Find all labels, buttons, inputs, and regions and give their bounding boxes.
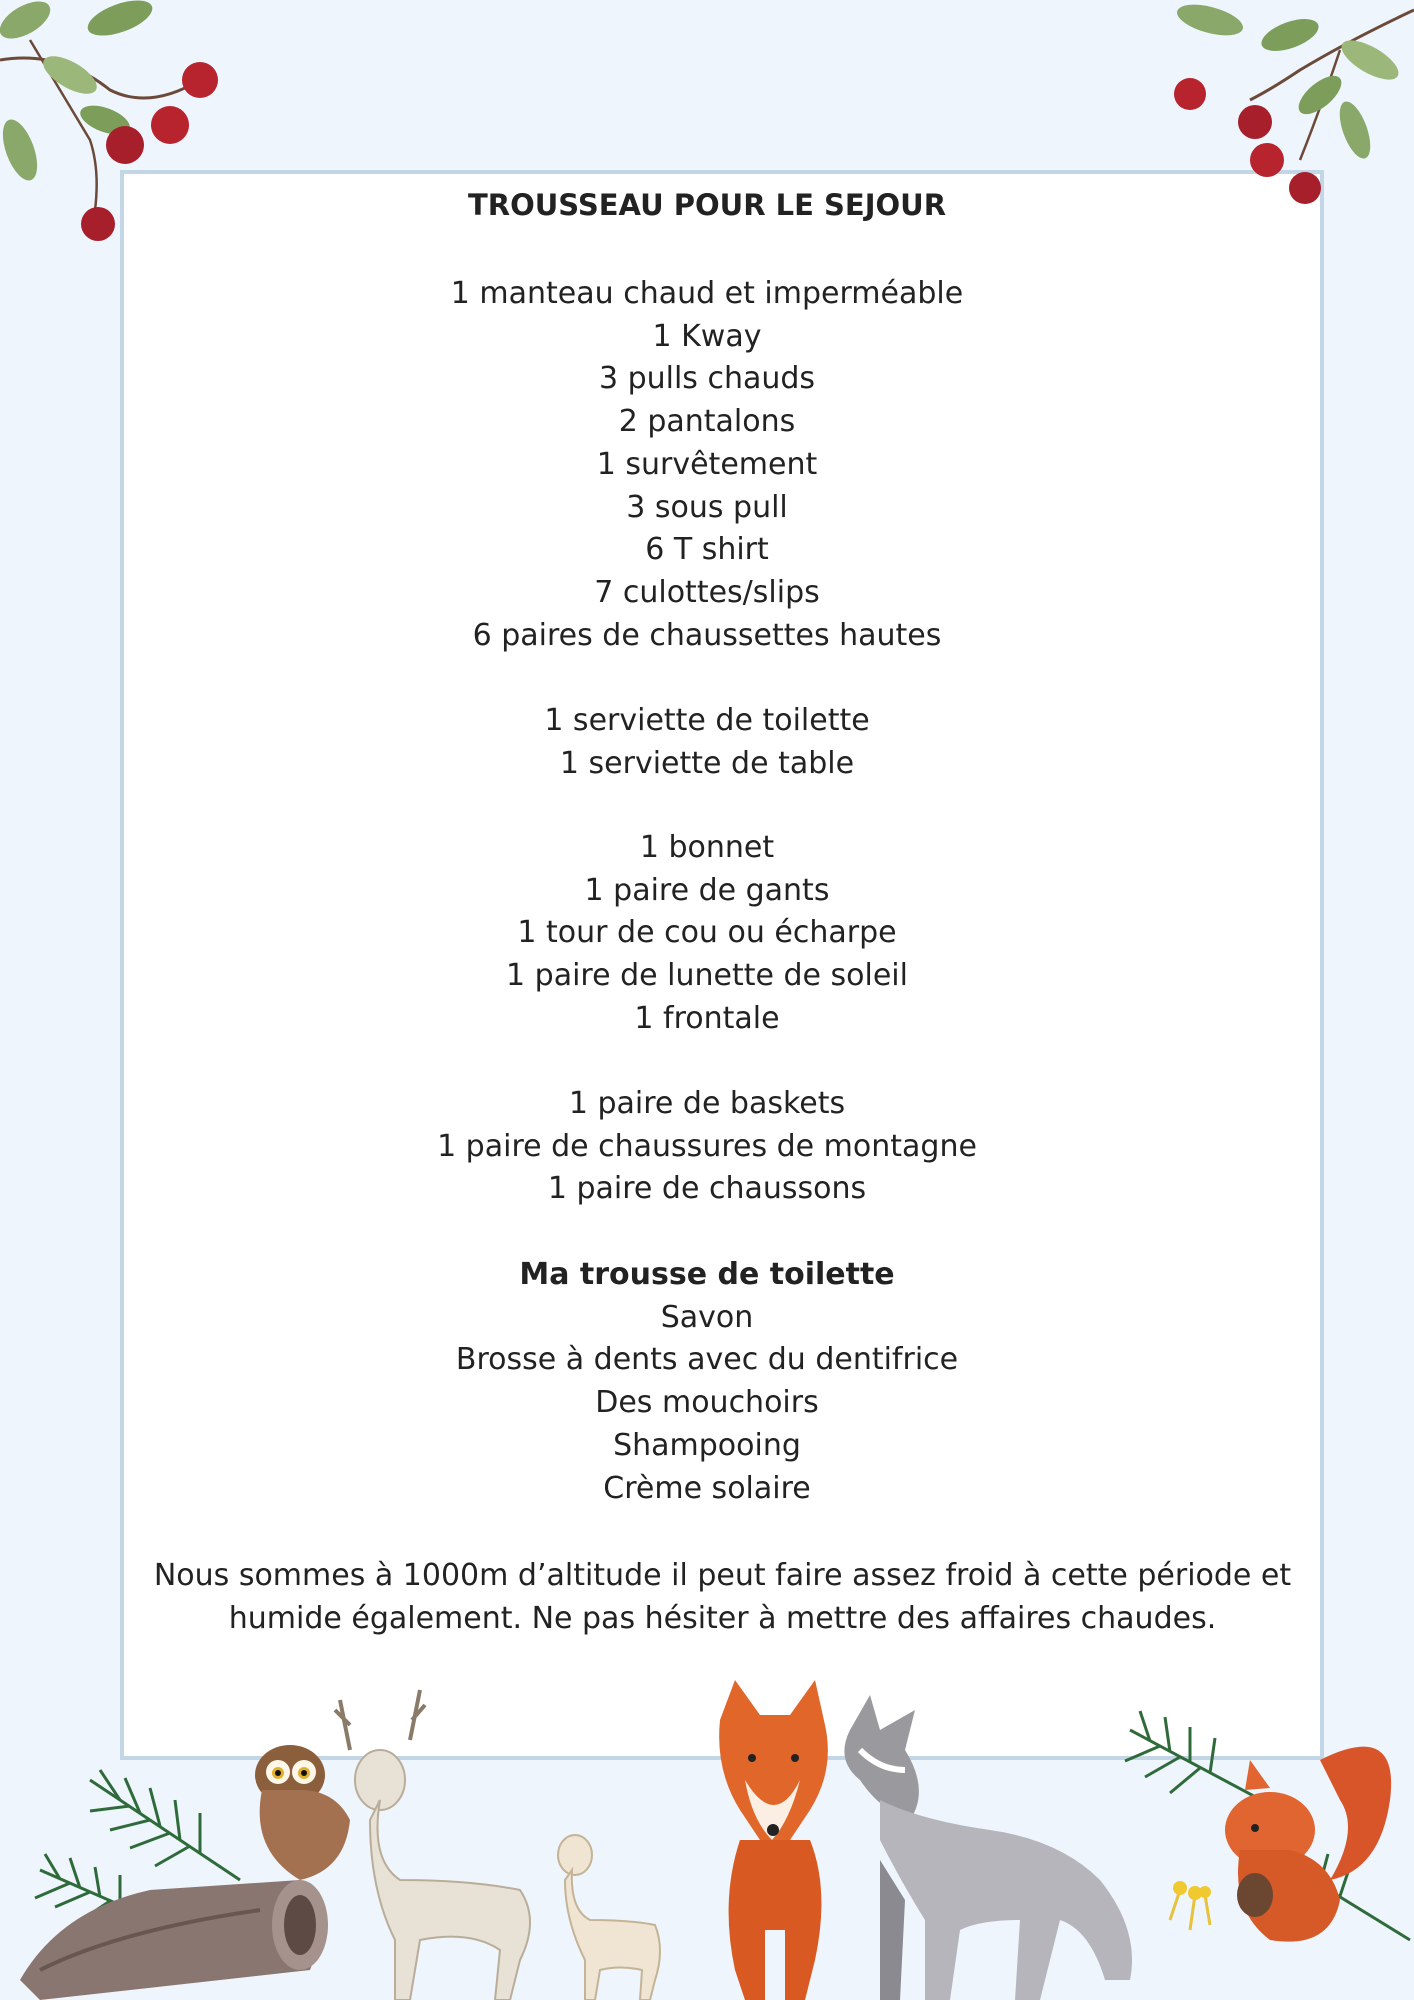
- list-item: 6 paires de chaussettes hautes: [472, 617, 942, 653]
- section-heading: Ma trousse de toilette: [519, 1257, 895, 1292]
- fawn-icon: [558, 1835, 660, 2000]
- accessories-list: [0, 827, 1414, 1041]
- page-title: TROUSSEAU POUR LE SEJOUR: [467, 188, 947, 222]
- squirrel-icon: [1170, 1747, 1391, 1942]
- toiletry-list: [0, 1254, 1414, 1510]
- list-item: Savon: [660, 1299, 754, 1335]
- wolf-icon: [844, 1695, 1132, 2000]
- log-icon: [20, 1880, 328, 2000]
- fox-icon: [719, 1680, 828, 2000]
- footer-note: Nous sommes à 1000m d’altitude il peut faire assez froid à cette période et humide également. Ne pas hésiter à mettre des affaires chaudes.: [153, 1558, 1292, 1636]
- woodland-animals-illustration: [0, 1680, 1414, 2000]
- linen-list: [0, 700, 1414, 785]
- list-item: 1 tour de cou ou écharpe: [517, 915, 897, 951]
- list-item: Des mouchoirs: [595, 1385, 819, 1421]
- list-item: 1 paire de lunette de soleil: [506, 958, 908, 994]
- list-item: 7 culottes/slips: [594, 574, 820, 610]
- list-item: 3 sous pull: [626, 489, 788, 525]
- list-item: 1 serviette de toilette: [544, 703, 870, 738]
- list-item: 2 pantalons: [618, 404, 796, 440]
- shoes-list: [0, 1083, 1414, 1211]
- owl-icon: [255, 1745, 350, 1880]
- list-item: 1 paire de chaussons: [547, 1171, 867, 1207]
- berry-branch-icon: [1170, 0, 1414, 215]
- list-item: 1 paire de baskets: [568, 1086, 846, 1121]
- list-item: 1 Kway: [652, 318, 762, 354]
- list-item: Shampooing: [613, 1427, 801, 1463]
- list-item: 3 pulls chauds: [598, 361, 816, 397]
- list-item: 1 paire de gants: [584, 872, 830, 908]
- clothes-list: [0, 273, 1414, 657]
- list-item: 1 frontale: [634, 1000, 780, 1036]
- list-item: 1 serviette de table: [559, 745, 855, 781]
- list-item: 1 paire de chaussures de montagne: [437, 1128, 977, 1164]
- list-item: 1 manteau chaud et imperméable: [450, 276, 964, 311]
- list-item: Crème solaire: [603, 1470, 811, 1506]
- list-item: 1 bonnet: [639, 830, 775, 865]
- list-item: 6 T shirt: [645, 532, 769, 568]
- deer-icon: [335, 1690, 530, 2000]
- list-item: 1 survêtement: [596, 446, 818, 482]
- list-item: Brosse à dents avec du dentifrice: [455, 1342, 959, 1378]
